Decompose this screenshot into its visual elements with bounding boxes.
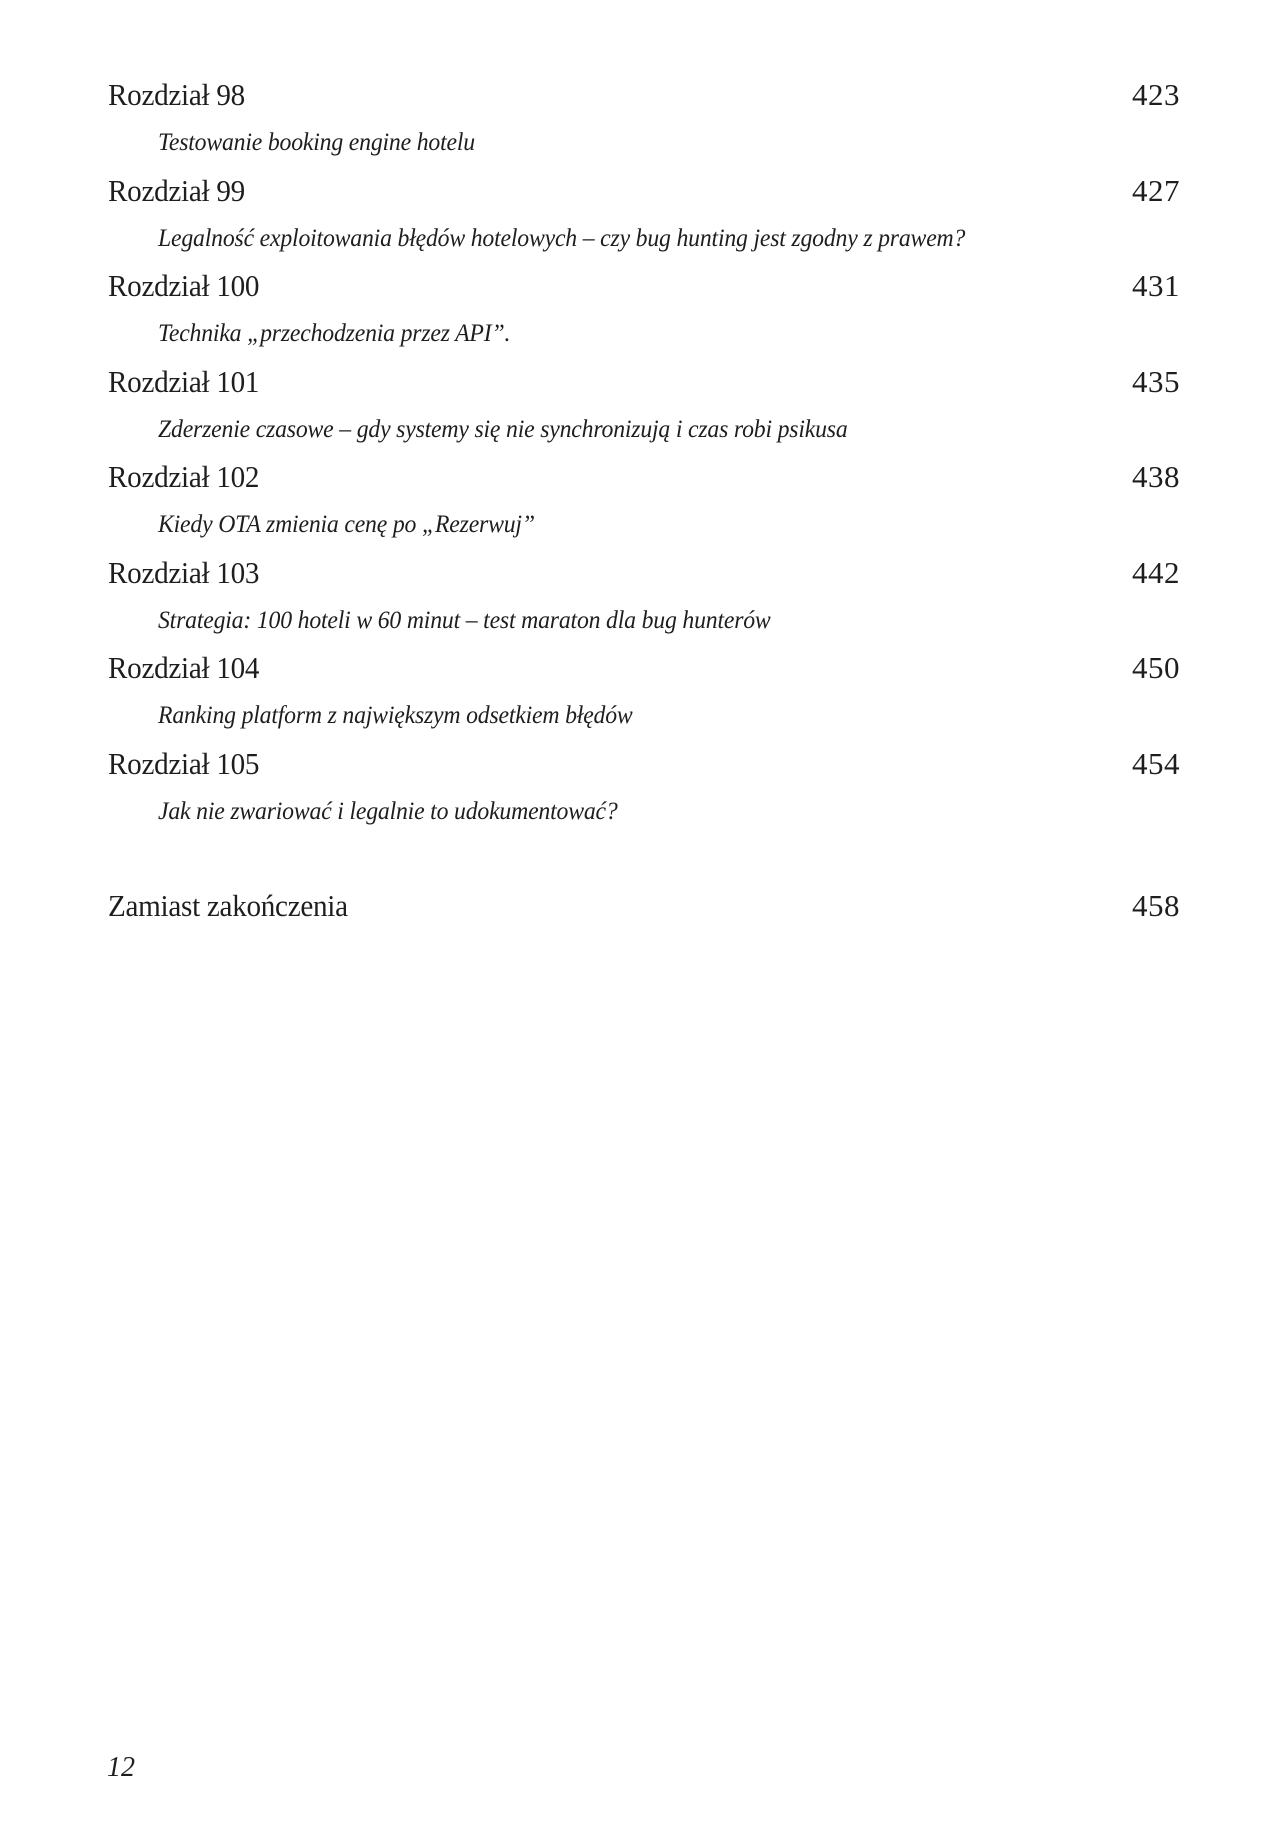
chapter-subtitle-text: Legalność exploitowania błędów hotelowych – czy bug hunting jest zgodny z prawem? [158, 224, 966, 252]
page-number: 450 [1132, 650, 1180, 685]
chapter-subtitle-text: Zderzenie czasowe – gdy systemy się nie synchronizują i czas robi psikusa [158, 415, 848, 443]
chapter-title: Rozdział 103 [108, 554, 260, 590]
toc-entry[interactable] [108, 454, 1180, 550]
page-number: 458 [1132, 888, 1180, 923]
chapter-title: Rozdział 102 [108, 459, 260, 494]
toc-entry[interactable] [108, 550, 1180, 646]
chapter-row[interactable] [108, 168, 1180, 214]
chapter-row[interactable] [108, 645, 1180, 691]
toc-entry[interactable] [108, 741, 1180, 837]
chapter-title: Rozdział 104 [108, 650, 260, 685]
chapter-row[interactable] [108, 550, 1180, 596]
page-number: 427 [1132, 172, 1180, 208]
page-number: 442 [1132, 554, 1180, 590]
chapter-subtitle [108, 309, 1180, 359]
table-of-contents [108, 72, 1180, 929]
chapter-row[interactable] [108, 454, 1180, 500]
chapter-subtitle-text: Kiedy OTA zmienia cenę po „Rezerwuj” [158, 511, 535, 538]
chapter-row[interactable] [108, 263, 1180, 309]
page-number: 438 [1132, 459, 1180, 494]
chapter-subtitle-text: Jak nie zwariować i legalnie to udokumentować? [158, 797, 618, 825]
chapter-subtitle-text: Strategia: 100 hoteli w 60 minut – test maraton dla bug hunterów [158, 606, 771, 634]
page-number: 454 [1132, 745, 1180, 781]
chapter-subtitle [108, 500, 1180, 550]
chapter-subtitle-text: Ranking platform z największym odsetkiem błędów [158, 702, 633, 729]
chapter-subtitle [108, 691, 1180, 741]
chapter-subtitle [108, 118, 1180, 168]
toc-entry[interactable] [108, 359, 1180, 455]
chapter-subtitle-text: Testowanie booking engine hotelu [158, 129, 475, 156]
toc-entry-closing[interactable] [108, 883, 1180, 929]
chapter-subtitle [108, 596, 1180, 646]
chapter-subtitle [108, 405, 1180, 455]
closing-row[interactable] [108, 883, 1180, 929]
toc-entry[interactable] [108, 72, 1180, 168]
toc-entry[interactable] [108, 168, 1180, 264]
page-number: 435 [1132, 363, 1180, 399]
chapter-subtitle [108, 787, 1180, 837]
chapter-subtitle-text: Technika „przechodzenia przez API”. [158, 320, 511, 347]
toc-entry[interactable] [108, 263, 1180, 359]
page-number: 431 [1132, 268, 1180, 303]
page-folio-number: 12 [107, 1752, 135, 1783]
page-number: 423 [1132, 77, 1180, 112]
chapter-row[interactable] [108, 741, 1180, 787]
closing-title: Zamiast zakończenia [108, 888, 348, 923]
chapter-row[interactable] [108, 359, 1180, 405]
chapter-title: Rozdział 105 [108, 745, 260, 781]
chapter-title: Rozdział 98 [108, 77, 245, 112]
chapter-title: Rozdział 101 [108, 363, 260, 399]
chapter-subtitle [108, 214, 1180, 264]
chapter-title: Rozdział 99 [108, 172, 245, 208]
toc-entry[interactable] [108, 645, 1180, 741]
chapter-row[interactable] [108, 72, 1180, 118]
chapter-title: Rozdział 100 [108, 268, 260, 303]
